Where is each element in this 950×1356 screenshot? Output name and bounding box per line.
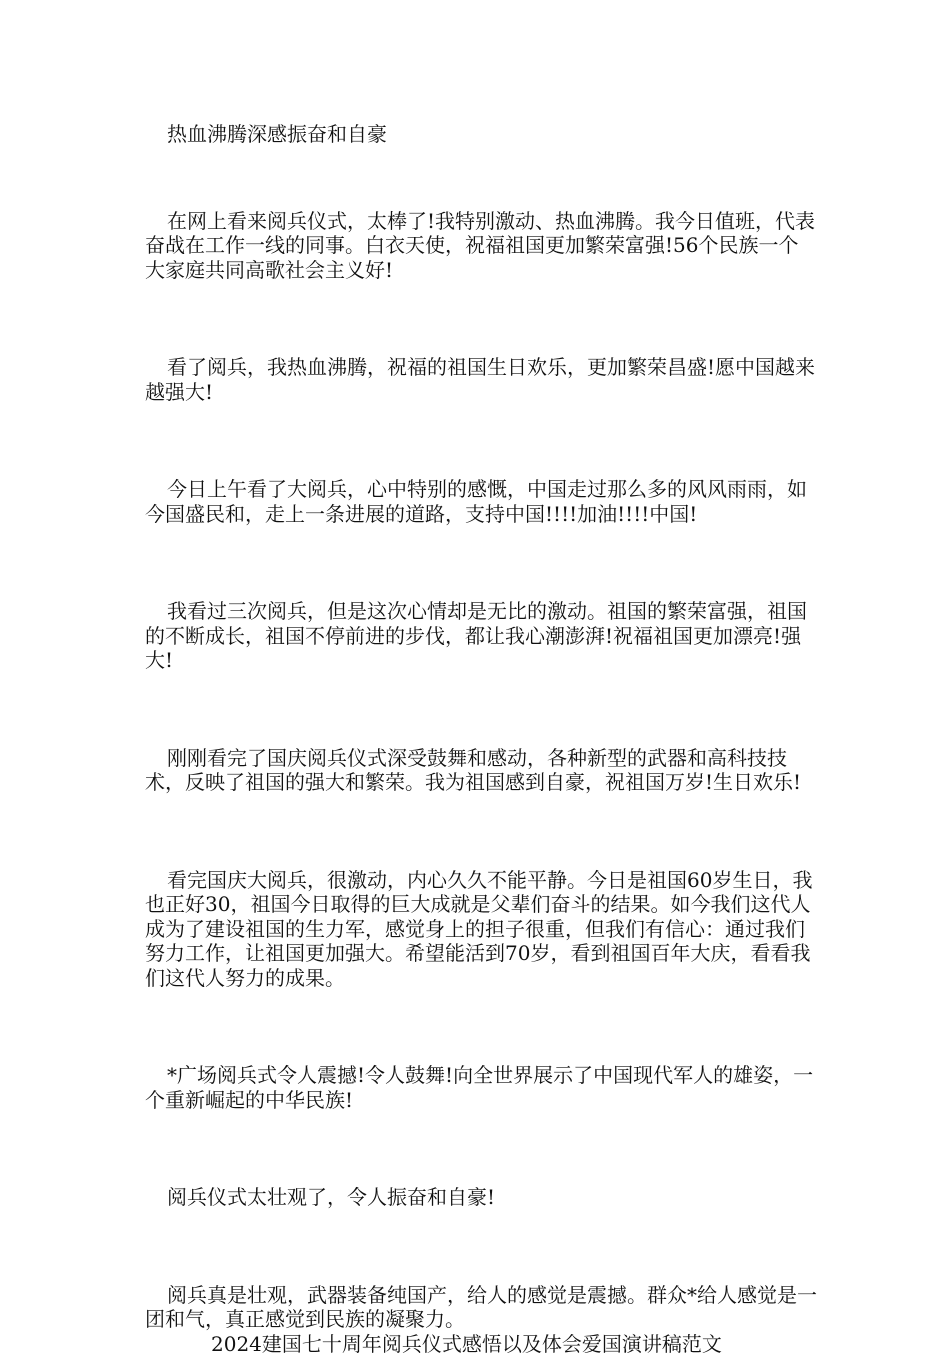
paragraph-8: 阅兵仪式太壮观了，令人振奋和自豪! [167,1185,496,1209]
document-body [145,122,817,1356]
paragraph-3: 今日上午看了大阅兵，心中特别的感慨，中国走过那么多的风风雨雨，如今国盛民和，走上一条进展的道路，支持中国!!!!加油!!!!中国! [145,477,807,526]
paragraph-2: 看了阅兵，我热血沸腾，祝福的祖国生日欢乐，更加繁荣昌盛!愿中国越来越强大! [145,355,816,404]
paragraph-5: 刚刚看完了国庆阅兵仪式深受鼓舞和感动，各种新型的武器和高科技技术，反映了祖国的强大和繁荣。我为祖国感到自豪，祝祖国万岁!生日欢乐! [145,745,802,794]
paragraph-6: 看完国庆大阅兵，很激动，内心久久不能平静。今日是祖国60岁生日，我也正好30，祖国今日取得的巨大成就是父辈们奋斗的结果。如今我们这代人成为了建设祖国的生力军，感觉身上的担子很重，但我们有信心：通过我们努力工作，让祖国更加强大。希望能活到70岁，看到祖国百年大庆，看看我们这代人努力的成果。 [145,867,813,990]
paragraph-7: *广场阅兵式令人震撼!令人鼓舞!向全世界展示了中国现代军人的雄姿，一个重新崛起的中华民族! [145,1063,814,1112]
paragraph-1: 在网上看来阅兵仪式，太棒了!我特别激动、热血沸腾。我今日值班，代表奋战在工作一线的同事。白衣天使，祝福祖国更加繁荣富强!56个民族一个大家庭共同高歌社会主义好! [145,208,816,282]
paragraph-9: 阅兵真是壮观，武器装备纯国产，给人的感觉是震撼。群众*给人感觉是一团和气，真正感觉到民族的凝聚力。 [145,1282,817,1331]
footer-title: 2024建国七十周年阅兵仪式感悟以及体会爱国演讲稿范文 [211,1331,722,1356]
paragraph-4: 我看过三次阅兵，但是这次心情却是无比的激动。祖国的繁荣富强，祖国的不断成长，祖国不停前进的步伐，都让我心潮澎湃!祝福祖国更加漂亮!强大! [145,599,807,672]
document-heading: 热血沸腾深感振奋和自豪 [167,122,387,146]
